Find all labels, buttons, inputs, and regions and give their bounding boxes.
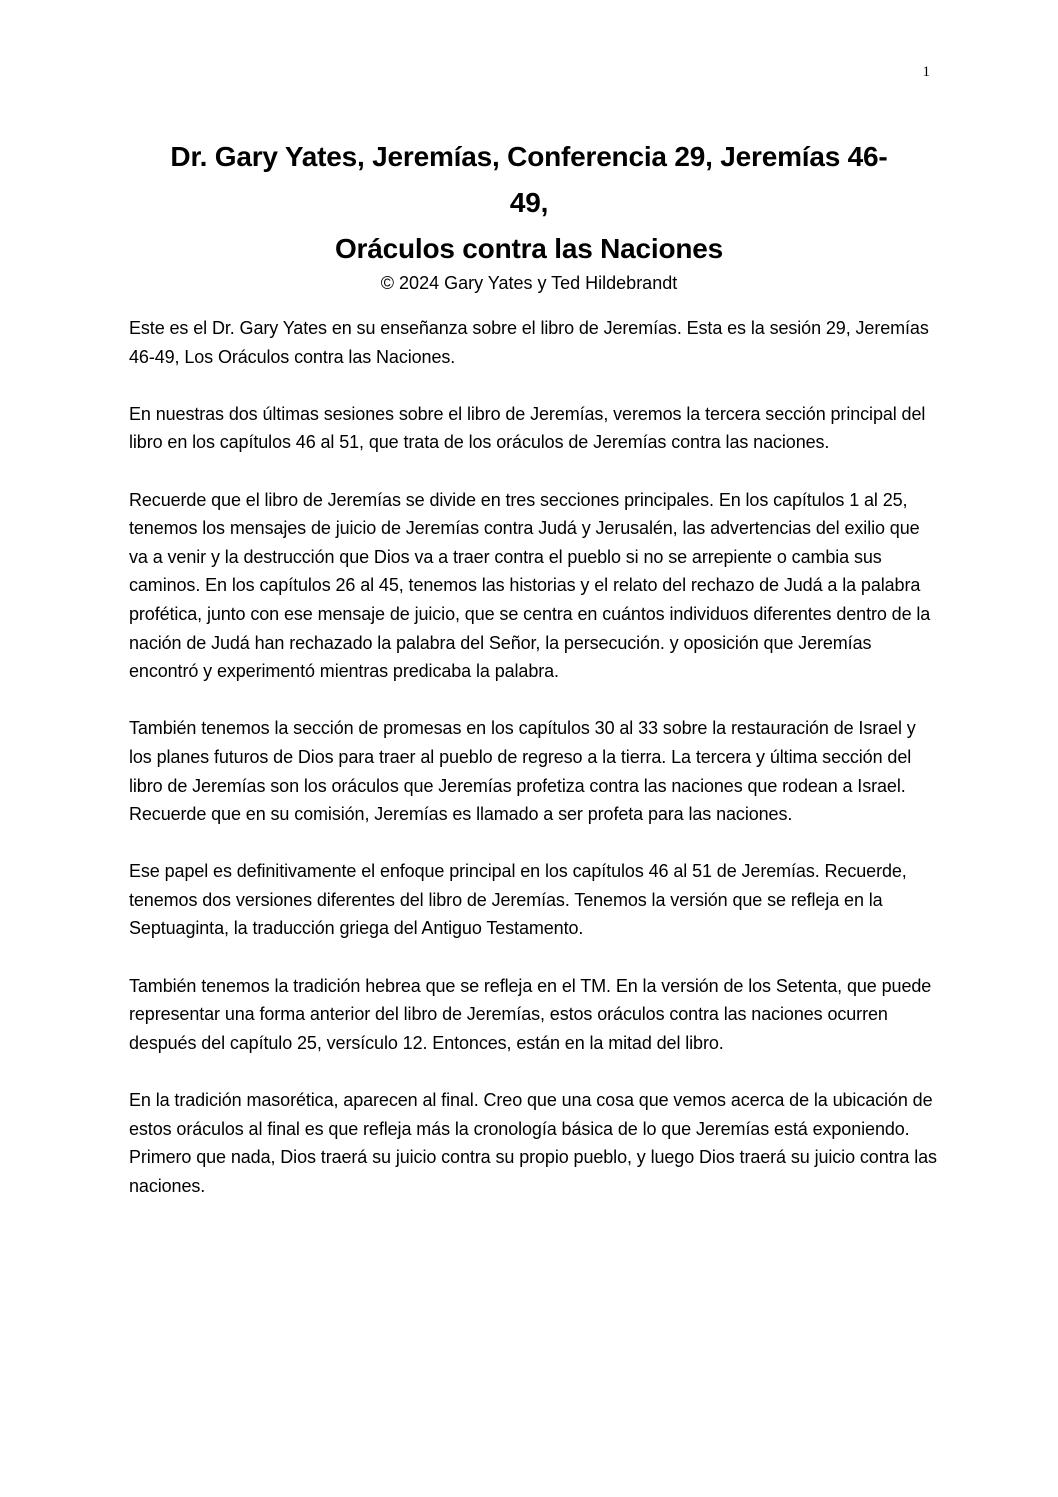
paragraph-2: En nuestras dos últimas sesiones sobre el libro de Jeremías, veremos la tercera sección principal del libro en los capítulos 46 al 51, que trata de los oráculos de Jeremías contra las naciones. [129, 403, 926, 453]
body-text [129, 314, 941, 1229]
paragraph-4: También tenemos la sección de promesas en los capítulos 30 al 33 sobre la restauración de Israel y los planes futuros de Dios para traer al pueblo de regreso a la tierra. La tercera y última sección del libro de Jeremías son los oráculos que Jeremías profetiza contra las naciones que rodean a Israel. Recuerde que en su comisión, Jeremías es llamado a ser profeta para las naciones. [129, 718, 916, 825]
title-block [118, 134, 940, 296]
copyright-notice: © 2024 Gary Yates y Ted Hildebrandt [380, 273, 678, 293]
page-number: 1 [922, 64, 930, 80]
paragraph-7: En la tradición masorética, aparecen al final. Creo que una cosa que vemos acerca de la ubicación de estos oráculos al final es que refleja más la cronología básica de lo que Jeremías está exponiendo. Primero que nada, Dios traerá su juicio contra su propio pueblo, y luego Dios traerá su juicio contra las naciones. [129, 1090, 937, 1196]
paragraph-3: Recuerde que el libro de Jeremías se divide en tres secciones principales. En los capítulos 1 al 25, tenemos los mensajes de juicio de Jeremías contra Judá y Jerusalén, las advertencias del exilio que va a venir y la destrucción que Dios va a traer contra el pueblo si no se arrepiente o cambia sus caminos. En los capítulos 26 al 45, tenemos las historias y el relato del rechazo de Judá a la palabra profética, junto con ese mensaje de juicio, que se centra en cuántos individuos diferentes dentro de la nación de Judá han rechazado la palabra del Señor, la persecución. y oposición que Jeremías encontró y experimentó mientras predicaba la palabra. [129, 489, 931, 682]
paragraph-5: Ese papel es definitivamente el enfoque principal en los capítulos 46 al 51 de Jeremías. Recuerde, tenemos dos versiones diferentes del libro de Jeremías. Tenemos la versión que se refleja en la Septuaginta, la traducción griega del Antiguo Testamento. [129, 861, 907, 939]
document-title-line-2: 49, [509, 187, 549, 218]
document-title-line-1: Dr. Gary Yates, Jeremías, Conferencia 29, Jeremías 46- [170, 141, 888, 172]
paragraph-1: Este es el Dr. Gary Yates en su enseñanza sobre el libro de Jeremías. Esta es la sesión 29, Jeremías 46-49, Los Oráculos contra las Naciones. [129, 318, 929, 367]
document-title-line-3: Oráculos contra las Naciones [334, 233, 724, 264]
paragraph-6: También tenemos la tradición hebrea que se refleja en el TM. En la versión de los Setenta, que puede representar una forma anterior del libro de Jeremías, estos oráculos contra las naciones ocurren después del capítulo 25, versículo 12. Entonces, están en la mitad del libro. [129, 975, 932, 1053]
